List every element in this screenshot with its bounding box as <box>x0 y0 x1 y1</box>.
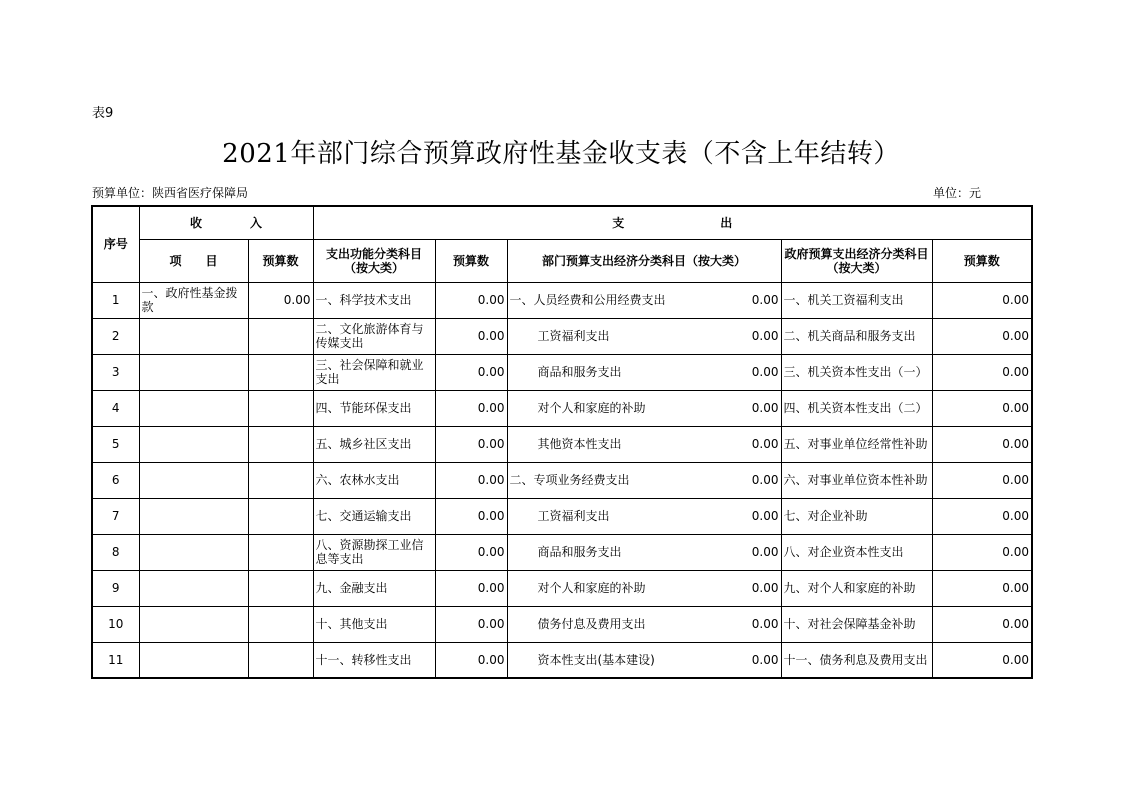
row-income-item <box>139 606 248 642</box>
header-func-class: 支出功能分类科目（按大类） <box>313 239 435 282</box>
row-income-amount <box>248 354 313 390</box>
row-gov-amount: 0.00 <box>932 390 1032 426</box>
row-func-class: 三、社会保障和就业支出 <box>313 354 435 390</box>
row-gov-econ: 九、对个人和家庭的补助 <box>781 570 932 606</box>
row-dept-amount: 0.00 <box>751 365 779 379</box>
row-dept-amount: 0.00 <box>751 401 779 415</box>
row-income-item <box>139 390 248 426</box>
row-dept-econ <box>507 390 781 426</box>
row-func-amount: 0.00 <box>435 570 507 606</box>
row-func-amount: 0.00 <box>435 282 507 318</box>
row-gov-econ: 七、对企业补助 <box>781 498 932 534</box>
row-dept-amount: 0.00 <box>751 329 779 343</box>
row-seq: 1 <box>92 282 139 318</box>
row-dept-econ-label: 一、人员经费和公用经费支出 <box>509 293 666 307</box>
budget-unit-label: 预算单位：陕西省医疗保障局 <box>92 186 249 200</box>
header-func-amount: 预算数 <box>435 239 507 282</box>
table-label: 表9 <box>92 106 114 121</box>
row-dept-econ <box>507 642 781 678</box>
row-func-amount: 0.00 <box>435 498 507 534</box>
row-func-amount: 0.00 <box>435 462 507 498</box>
row-income-item <box>139 570 248 606</box>
row-dept-econ <box>507 462 781 498</box>
row-income-amount <box>248 606 313 642</box>
row-gov-econ: 五、对事业单位经常性补助 <box>781 426 932 462</box>
row-func-amount: 0.00 <box>435 642 507 678</box>
row-income-amount <box>248 534 313 570</box>
row-dept-econ-label: 工资福利支出 <box>537 329 610 343</box>
row-dept-econ-label: 对个人和家庭的补助 <box>537 401 646 415</box>
row-gov-econ: 一、机关工资福利支出 <box>781 282 932 318</box>
row-seq: 5 <box>92 426 139 462</box>
row-gov-econ: 三、机关资本性支出（一） <box>781 354 932 390</box>
row-gov-amount: 0.00 <box>932 426 1032 462</box>
row-dept-econ <box>507 354 781 390</box>
row-income-item <box>139 426 248 462</box>
row-func-class: 二、文化旅游体育与传媒支出 <box>313 318 435 354</box>
fund-budget-table <box>91 205 1033 679</box>
row-gov-amount: 0.00 <box>932 498 1032 534</box>
row-dept-amount: 0.00 <box>751 437 779 451</box>
row-dept-econ-label: 对个人和家庭的补助 <box>537 581 646 595</box>
row-seq: 6 <box>92 462 139 498</box>
header-income: 收 入 <box>139 206 313 239</box>
row-seq: 3 <box>92 354 139 390</box>
row-func-amount: 0.00 <box>435 606 507 642</box>
row-dept-amount: 0.00 <box>751 473 779 487</box>
row-gov-amount: 0.00 <box>932 534 1032 570</box>
row-dept-econ-label: 二、专项业务经费支出 <box>509 473 630 487</box>
row-seq: 4 <box>92 390 139 426</box>
header-income-amount: 预算数 <box>248 239 313 282</box>
row-func-class: 四、节能环保支出 <box>313 390 435 426</box>
row-dept-amount: 0.00 <box>751 581 779 595</box>
row-dept-amount: 0.00 <box>751 617 779 631</box>
row-func-amount: 0.00 <box>435 534 507 570</box>
row-dept-econ-label: 商品和服务支出 <box>537 545 622 559</box>
row-gov-amount: 0.00 <box>932 642 1032 678</box>
row-dept-econ <box>507 606 781 642</box>
header-gov-amount: 预算数 <box>932 239 1032 282</box>
row-func-class: 五、城乡社区支出 <box>313 426 435 462</box>
row-income-amount <box>248 498 313 534</box>
row-income-amount <box>248 570 313 606</box>
currency-unit-label: 单位：元 <box>933 186 982 200</box>
page-title: 2021年部门综合预算政府性基金收支表（不含上年结转） <box>222 139 900 169</box>
row-seq: 10 <box>92 606 139 642</box>
row-gov-econ: 六、对事业单位资本性补助 <box>781 462 932 498</box>
header-dept-econ-class: 部门预算支出经济分类科目（按大类） <box>507 239 781 282</box>
table-row <box>92 426 1032 462</box>
table-row <box>92 318 1032 354</box>
row-func-class: 十一、转移性支出 <box>313 642 435 678</box>
row-dept-econ-label: 债务付息及费用支出 <box>537 617 646 631</box>
header-gov-econ-class: 政府预算支出经济分类科目（按大类） <box>781 239 932 282</box>
row-func-class: 七、交通运输支出 <box>313 498 435 534</box>
row-func-amount: 0.00 <box>435 318 507 354</box>
table-row <box>92 462 1032 498</box>
row-func-class: 九、金融支出 <box>313 570 435 606</box>
table-row <box>92 282 1032 318</box>
row-gov-econ: 四、机关资本性支出（二） <box>781 390 932 426</box>
row-seq: 7 <box>92 498 139 534</box>
table-row <box>92 498 1032 534</box>
row-seq: 8 <box>92 534 139 570</box>
row-gov-amount: 0.00 <box>932 606 1032 642</box>
header-expense: 支 出 <box>313 206 1032 239</box>
row-func-class: 八、资源勘探工业信息等支出 <box>313 534 435 570</box>
table-row <box>92 570 1032 606</box>
table-row <box>92 534 1032 570</box>
row-dept-econ <box>507 318 781 354</box>
row-dept-econ-label: 资本性支出(基本建设) <box>537 652 655 667</box>
row-income-item <box>139 534 248 570</box>
row-income-amount <box>248 462 313 498</box>
row-func-amount: 0.00 <box>435 354 507 390</box>
row-func-class: 一、科学技术支出 <box>313 282 435 318</box>
header-seq: 序号 <box>92 206 139 282</box>
row-dept-econ <box>507 498 781 534</box>
row-seq: 11 <box>92 642 139 678</box>
row-income-item <box>139 318 248 354</box>
row-dept-econ <box>507 426 781 462</box>
row-gov-amount: 0.00 <box>932 570 1032 606</box>
row-gov-econ: 十、对社会保障基金补助 <box>781 606 932 642</box>
row-seq: 9 <box>92 570 139 606</box>
row-dept-econ <box>507 570 781 606</box>
row-income-amount <box>248 642 313 678</box>
row-dept-amount: 0.00 <box>751 545 779 559</box>
row-income-item <box>139 462 248 498</box>
row-income-amount: 0.00 <box>248 282 313 318</box>
row-dept-amount: 0.00 <box>751 293 779 307</box>
row-income-amount <box>248 390 313 426</box>
table-row <box>92 606 1032 642</box>
row-gov-amount: 0.00 <box>932 318 1032 354</box>
row-dept-econ-label: 其他资本性支出 <box>537 437 622 451</box>
row-dept-econ-label: 工资福利支出 <box>537 509 610 523</box>
row-income-item <box>139 642 248 678</box>
row-income-item: 一、政府性基金拨款 <box>139 282 248 318</box>
row-gov-econ: 八、对企业资本性支出 <box>781 534 932 570</box>
row-func-class: 十、其他支出 <box>313 606 435 642</box>
table-row <box>92 390 1032 426</box>
row-dept-econ <box>507 282 781 318</box>
row-gov-econ: 十一、债务利息及费用支出 <box>781 642 932 678</box>
row-gov-amount: 0.00 <box>932 282 1032 318</box>
row-dept-econ <box>507 534 781 570</box>
row-func-class: 六、农林水支出 <box>313 462 435 498</box>
row-gov-amount: 0.00 <box>932 462 1032 498</box>
row-gov-amount: 0.00 <box>932 354 1032 390</box>
row-income-item <box>139 354 248 390</box>
row-seq: 2 <box>92 318 139 354</box>
row-income-amount <box>248 318 313 354</box>
row-func-amount: 0.00 <box>435 426 507 462</box>
row-dept-amount: 0.00 <box>751 509 779 523</box>
row-income-item <box>139 498 248 534</box>
row-func-amount: 0.00 <box>435 390 507 426</box>
row-gov-econ: 二、机关商品和服务支出 <box>781 318 932 354</box>
row-dept-amount: 0.00 <box>751 652 779 667</box>
header-item: 项 目 <box>139 239 248 282</box>
row-dept-econ-label: 商品和服务支出 <box>537 365 622 379</box>
table-row <box>92 354 1032 390</box>
table-row <box>92 642 1032 678</box>
row-income-amount <box>248 426 313 462</box>
